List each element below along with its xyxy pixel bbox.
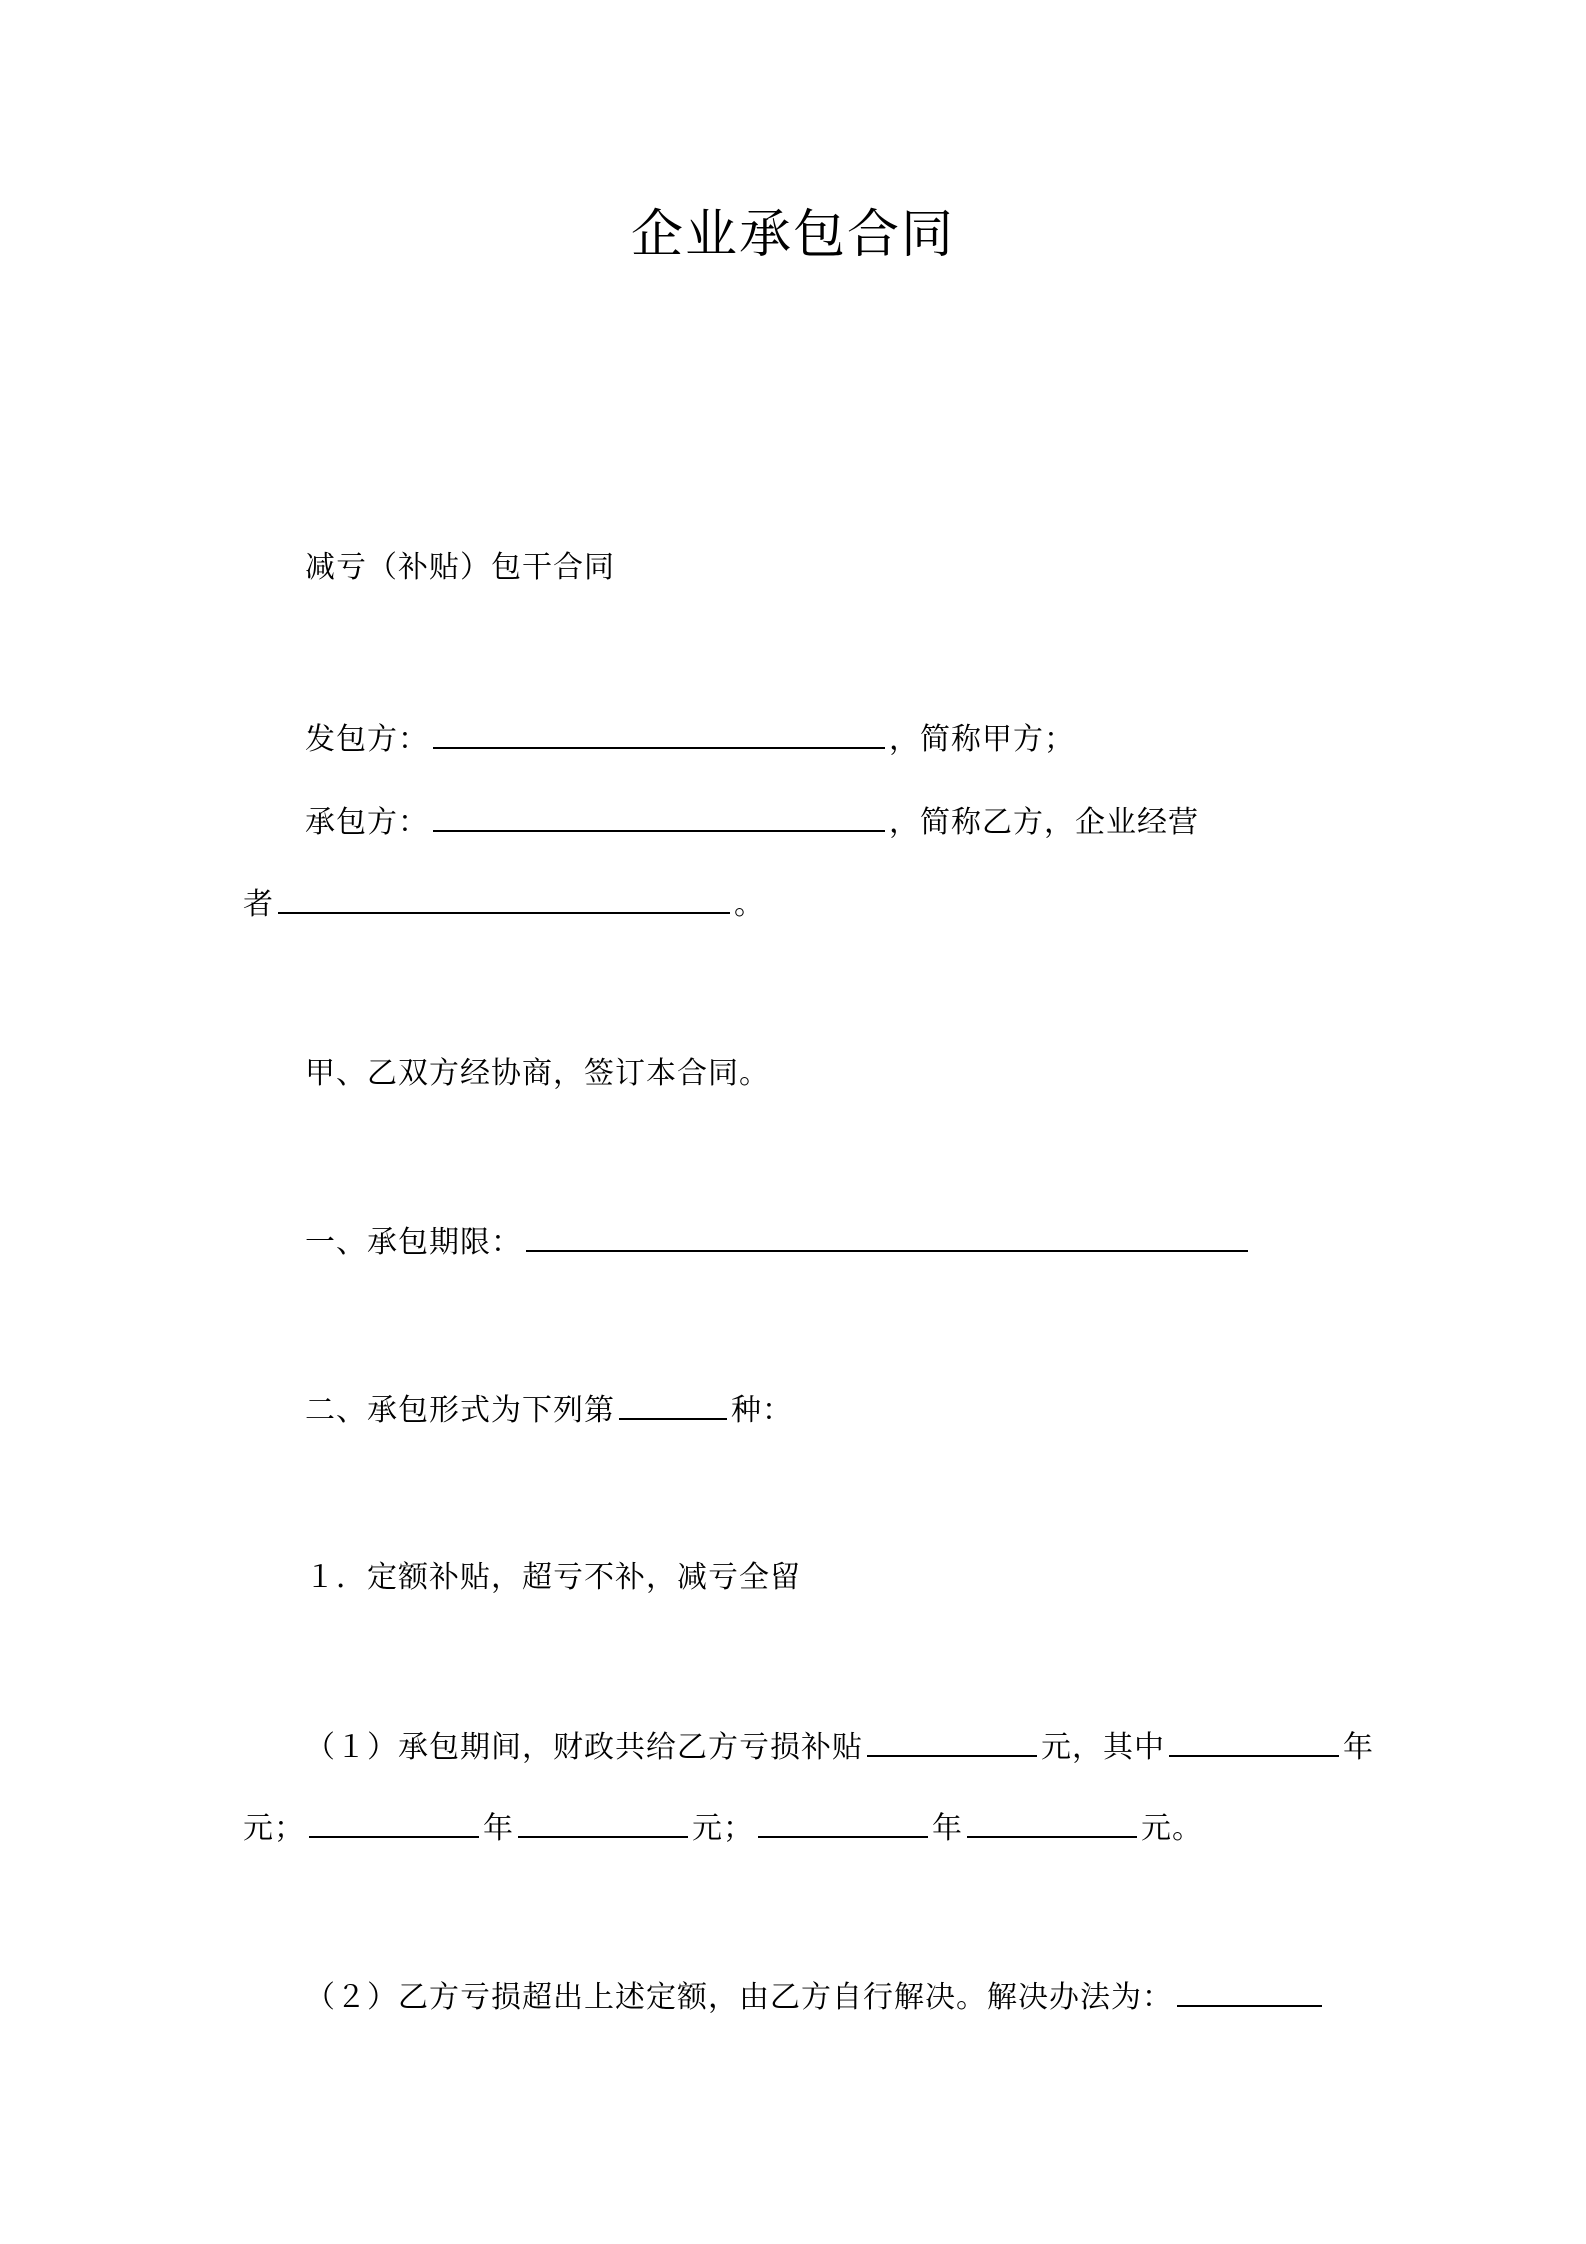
clause-2-line [305, 1388, 793, 1430]
party-b-name-field[interactable] [433, 800, 885, 832]
agreement-text: 甲、乙双方经协商，签订本合同。 [305, 1056, 770, 1091]
party-b-suffix: ，简称乙方，企业经营 [889, 805, 1199, 840]
resolution-method-field[interactable] [1177, 1975, 1322, 2007]
year-3-field[interactable] [758, 1806, 928, 1838]
amount-3-field[interactable] [967, 1806, 1137, 1838]
sub-1-year-label: 年 [1343, 1730, 1374, 1765]
total-subsidy-field[interactable] [867, 1725, 1037, 1757]
operator-label: 者 [243, 887, 274, 922]
sub-2-line [305, 1975, 1326, 2017]
party-a-label: 发包方： [305, 722, 429, 757]
sub-1-yuan-of-which: 元，其中 [1041, 1730, 1165, 1765]
clause-2-suffix: 种： [731, 1393, 793, 1428]
operator-name-field[interactable] [278, 882, 730, 914]
operator-suffix: 。 [734, 887, 765, 922]
sub-1-line-2 [243, 1806, 1203, 1848]
year-label-3: 年 [932, 1811, 963, 1846]
year-1-field[interactable] [1169, 1725, 1339, 1757]
clause-1-label: 一、承包期限： [305, 1225, 522, 1260]
party-b-operator-line [243, 882, 765, 924]
party-a-line [305, 717, 1075, 759]
year-2-field[interactable] [309, 1806, 479, 1838]
yuan-label-3: 元。 [1141, 1811, 1203, 1846]
sub-1-line-2-start: 元； [243, 1811, 305, 1846]
clause-2-prefix: 二、承包形式为下列第 [305, 1393, 615, 1428]
subtitle: 减亏（补贴）包干合同 [305, 550, 615, 585]
amount-2-field[interactable] [518, 1806, 688, 1838]
document-title: 企业承包合同 [630, 205, 955, 265]
party-b-line [305, 800, 1199, 842]
party-b-label: 承包方： [305, 805, 429, 840]
sub-1-prefix: （１）承包期间，财政共给乙方亏损补贴 [305, 1730, 863, 1765]
clause-1-line [305, 1220, 1252, 1262]
party-a-name-field[interactable] [433, 717, 885, 749]
item-1-heading: １．定额补贴，超亏不补，减亏全留 [305, 1560, 801, 1595]
sub-2-text: （２）乙方亏损超出上述定额，由乙方自行解决。解决办法为： [305, 1980, 1173, 2015]
party-a-suffix: ，简称甲方； [889, 722, 1075, 757]
year-label-2: 年 [483, 1811, 514, 1846]
yuan-label-2: 元； [692, 1811, 754, 1846]
sub-1-line-1 [305, 1725, 1374, 1767]
contract-form-number-field[interactable] [619, 1388, 727, 1420]
contract-term-field[interactable] [526, 1220, 1248, 1252]
